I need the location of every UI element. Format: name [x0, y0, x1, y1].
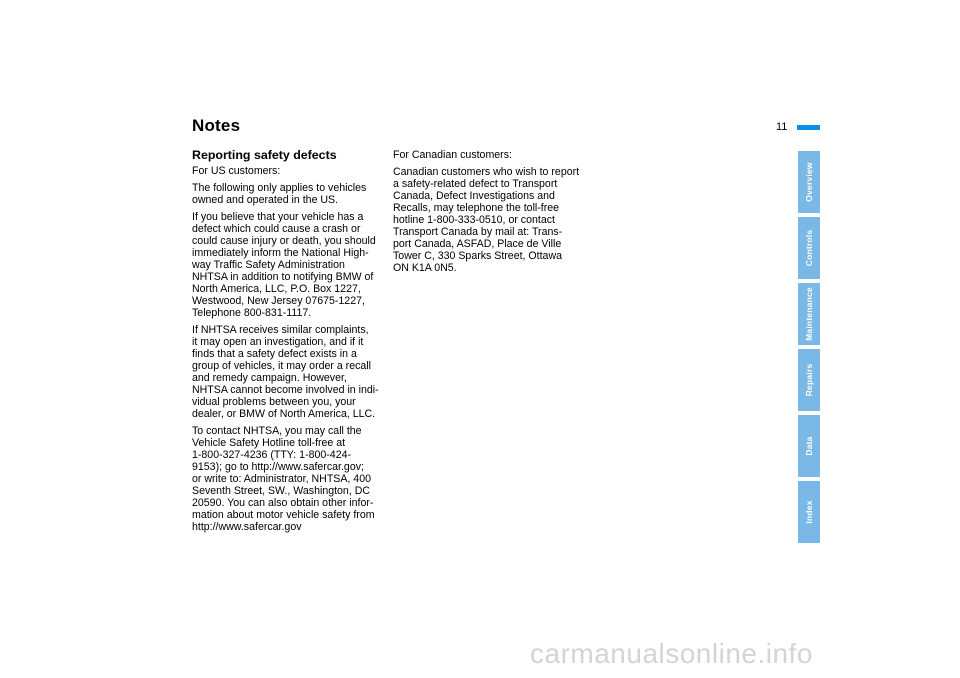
side-tab-repairs[interactable]: [798, 349, 820, 411]
side-tab-label: Controls: [804, 229, 814, 267]
page-number: 11: [776, 121, 788, 133]
side-tab-label: Maintenance: [804, 287, 814, 341]
right-column: [393, 148, 593, 279]
side-tab-controls[interactable]: [798, 217, 820, 279]
paragraph-nhtsa-investigation: If NHTSA receives similar complaints, it may open an investigation, and if it finds that a safety defect exists in a group of vehicles, it may order a recall and remedy campaign. However, NHTSA cannot become involved in indi- vidual problems between you, your dealer, or BMW of North America, LLC.: [192, 324, 379, 420]
page-marker: [797, 125, 820, 130]
side-tab-overview[interactable]: [798, 151, 820, 213]
section-heading: Reporting safety defects: [192, 148, 337, 162]
side-tab-index[interactable]: [798, 481, 820, 543]
side-tab-label: Data: [804, 436, 814, 456]
paragraph-canadian-customers: For Canadian customers:: [393, 149, 512, 161]
side-tab-label: Overview: [804, 162, 814, 202]
side-tab-data[interactable]: [798, 415, 820, 477]
side-tab-label: Index: [804, 500, 814, 524]
page-title: Notes: [192, 116, 241, 135]
paragraph-applies-us: The following only applies to vehicles owned and operated in the US.: [192, 182, 367, 206]
side-tab-navigation: [798, 151, 820, 547]
paragraph-canada-report: Canadian customers who wish to report a safety-related defect to Transport Canada, Defect Investigations and Recalls, may telephone the toll-free hotline 1-800-333-0510, or contact Transport Canada by mail at: Trans- port Canada, ASFAD, Place de Ville Tower C, 330 Sparks Street, Ottawa ON K1A 0N5.: [393, 166, 580, 274]
paragraph-contact-nhtsa: To contact NHTSA, you may call the Vehicle Safety Hotline toll-free at 1-800-327-4236 (TTY: 1-800-424- 9153); go to http://www.safercar.gov; or write to: Administrator, NHTSA, 400 Seventh Street, SW., Washington, DC 20590. You can also obtain other infor- mation about motor vehicle safety from http://www.safercar.gov: [192, 425, 375, 533]
left-column: [192, 148, 392, 538]
side-tab-maintenance[interactable]: [798, 283, 820, 345]
paragraph-defect-report: If you believe that your vehicle has a defect which could cause a crash or could cause injury or death, you should immediately inform the National High- way Traffic Safety Administration NHTSA in addition to notifying BMW of North America, LLC, P.O. Box 1227, Westwood, New Jersey 07675-1227, Telephone 800-831-1117.: [192, 211, 376, 319]
side-tab-label: Repairs: [804, 363, 814, 397]
paragraph-us-customers: For US customers:: [192, 165, 281, 177]
watermark: carmanualsonline.info: [530, 638, 813, 669]
